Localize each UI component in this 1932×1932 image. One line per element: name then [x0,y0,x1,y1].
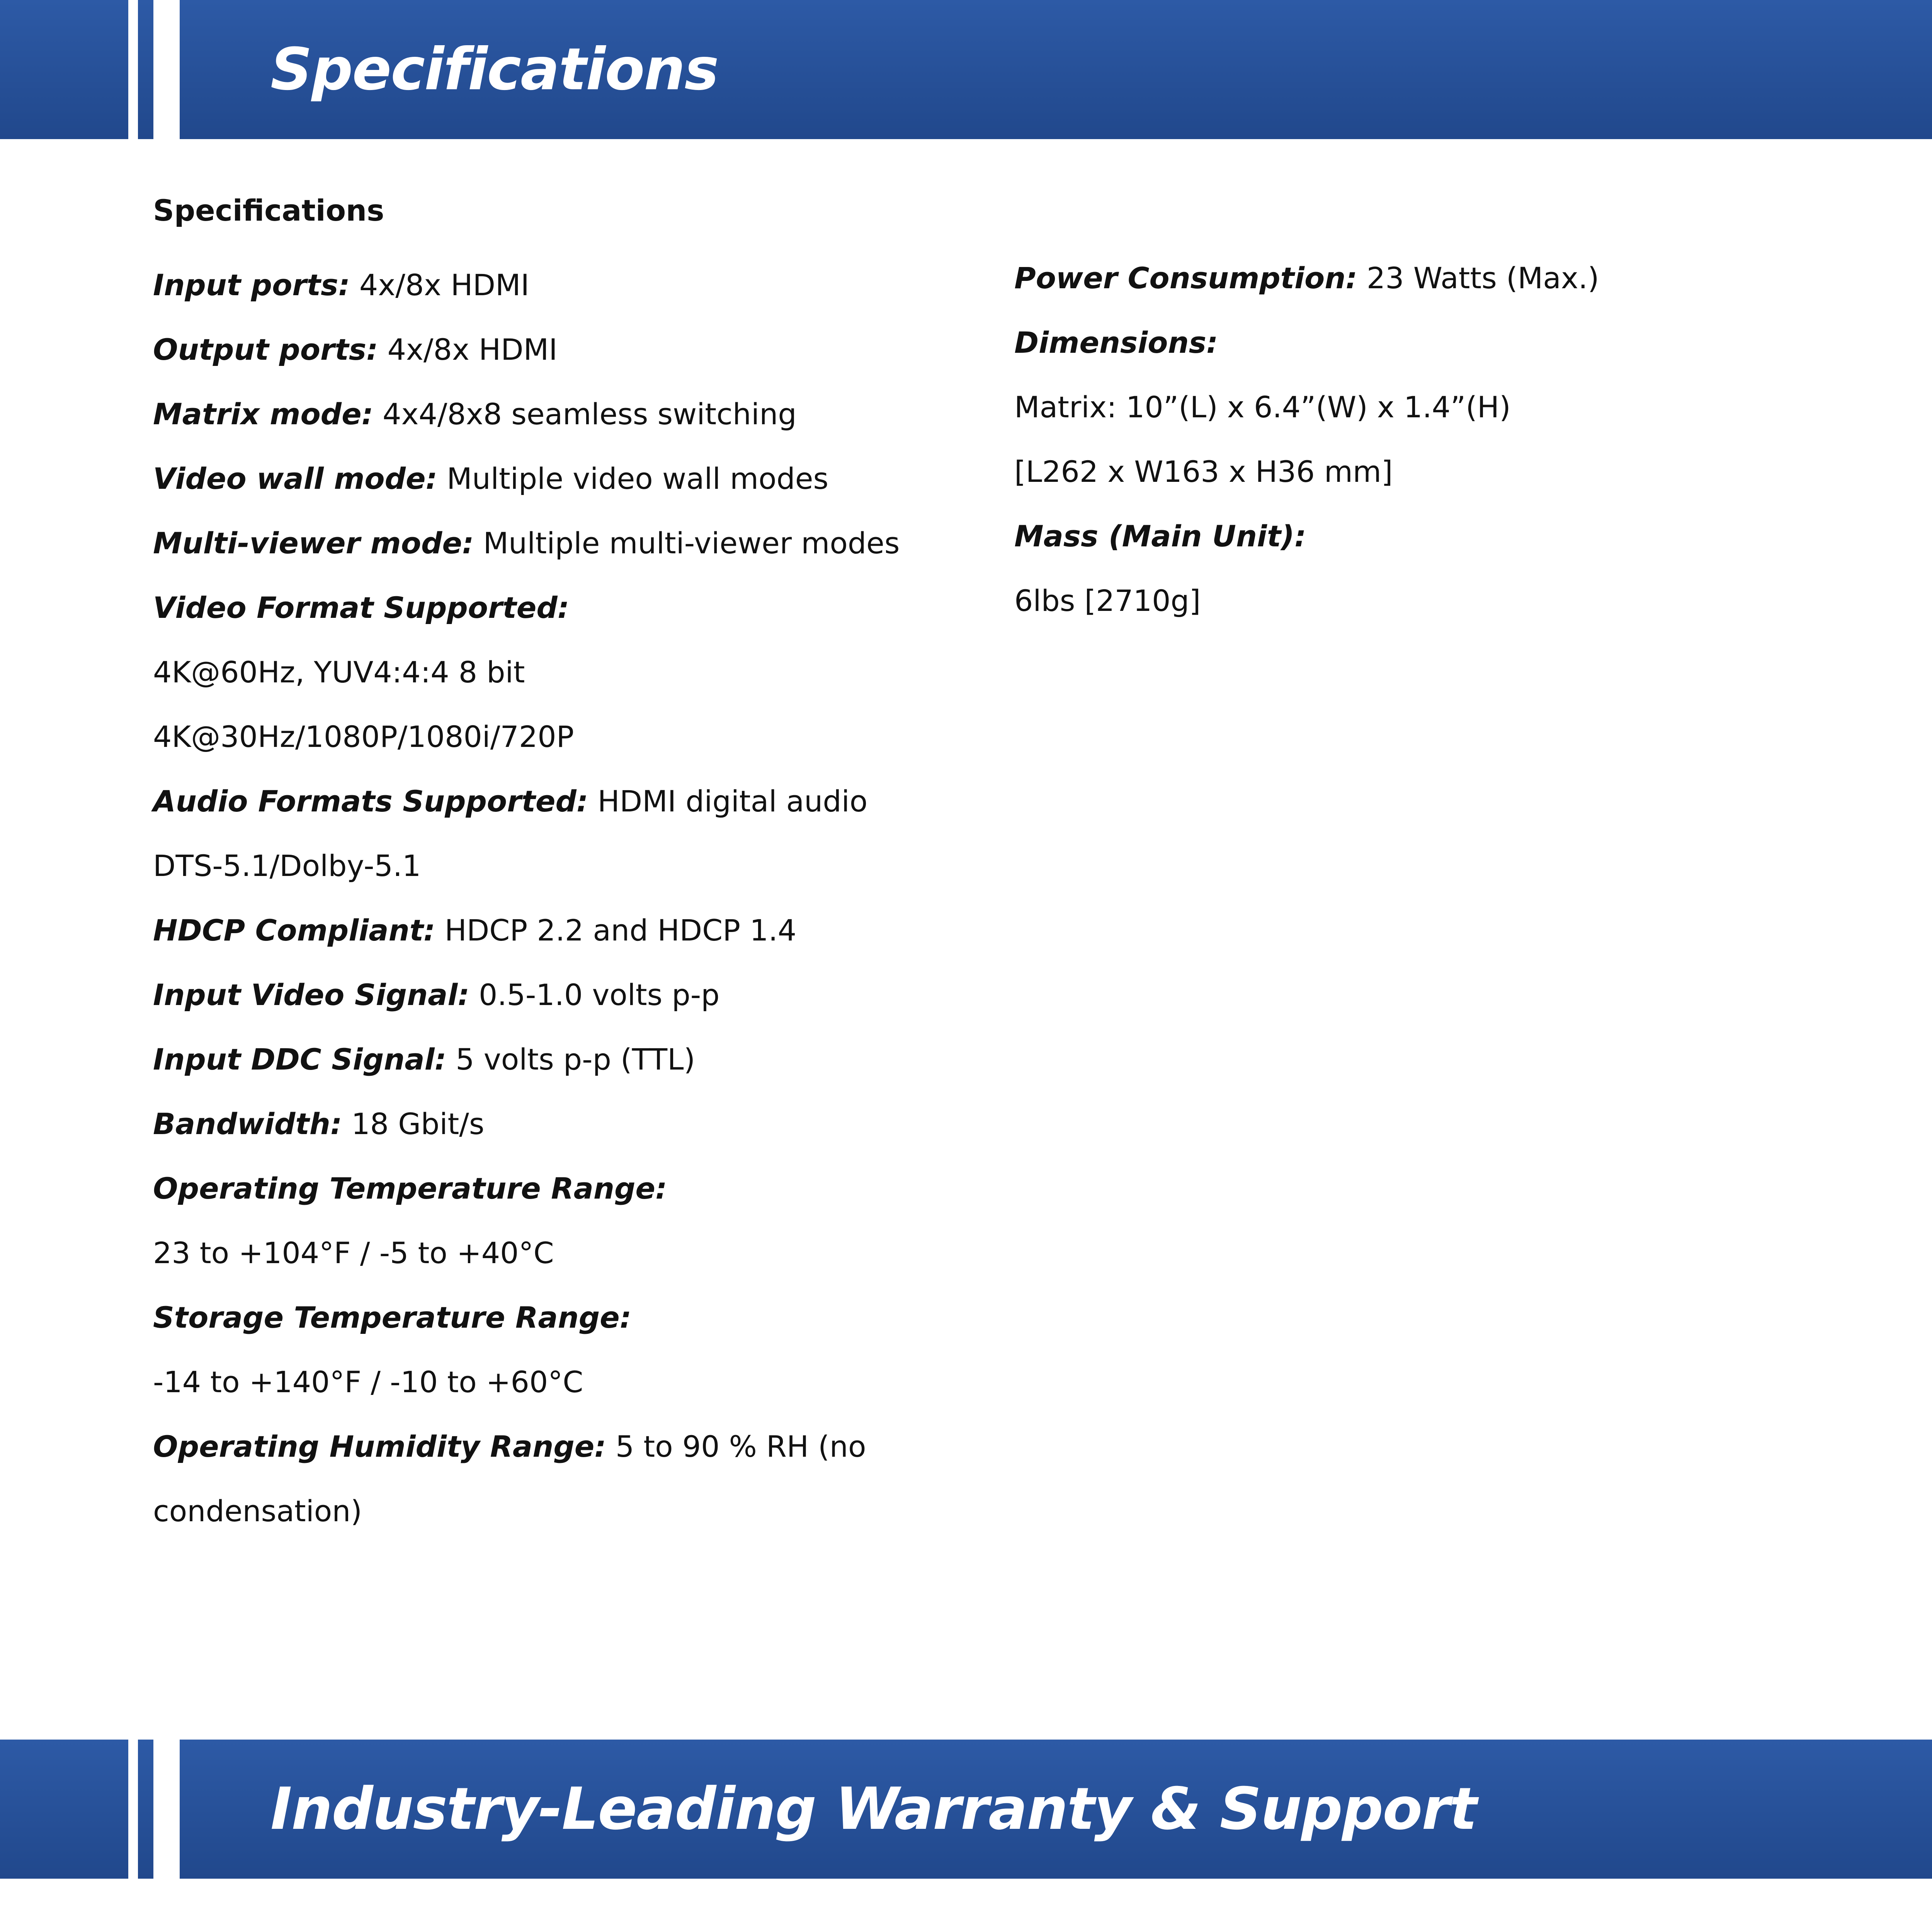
banner-stripe [0,0,128,139]
spec-line [153,587,569,629]
spec-label: Output ports: [153,332,378,367]
spec-label: Operating Temperature Range: [153,1171,667,1206]
spec-value: HDMI digital audio [588,784,868,818]
spec-line [1014,257,1599,299]
spec-label: Bandwidth: [153,1107,342,1141]
spec-line [153,328,558,371]
spec-value: Matrix: 10”(L) x 6.4”(W) x 1.4”(H) [1014,390,1511,424]
spec-label: HDCP Compliant: [153,913,435,947]
spec-label: Video Format Supported: [153,590,570,625]
spec-value: 0.5-1.0 volts p-p [469,978,720,1012]
banner-stripe [138,1740,153,1879]
spec-label: Dimensions: [1014,325,1218,360]
spec-value: 4x/8x HDMI [350,268,529,302]
spec-line [153,1490,362,1532]
spec-label: Input Video Signal: [153,978,469,1012]
spec-line [1014,451,1393,493]
section-title: Industry-Leading Warranty & Support [270,1776,1476,1843]
spec-line [153,1296,631,1339]
spec-line [153,1361,583,1403]
spec-line [153,909,796,952]
spec-heading: Specifications [153,193,384,228]
spec-line [153,845,421,887]
spec-label: Audio Formats Supported: [153,784,588,818]
spec-line [153,522,900,565]
spec-value: 6lbs [2710g] [1014,583,1201,618]
spec-label: Matrix mode: [153,397,373,431]
spec-value: -14 to +140°F / -10 to +60°C [153,1365,583,1399]
spec-label: Power Consumption: [1014,261,1357,295]
section-title: Specifications [270,36,718,103]
spec-label: Input DDC Signal: [153,1042,447,1077]
warranty-banner [0,1740,1932,1879]
spec-line [153,1167,667,1210]
spec-line [153,974,719,1016]
spec-label: Video wall mode: [153,461,437,496]
spec-value: 5 volts p-p (TTL) [446,1042,696,1077]
spec-value: 23 to +104°F / -5 to +40°C [153,1236,554,1270]
spec-value: 23 Watts (Max.) [1357,261,1599,295]
spec-value: 4K@30Hz/1080P/1080i/720P [153,719,574,754]
spec-line [153,457,828,500]
spec-line [153,716,574,758]
spec-value: 4K@60Hz, YUV4:4:4 8 bit [153,655,525,689]
spec-value: 4x/8x HDMI [378,332,558,367]
spec-value: [L262 x W163 x H36 mm] [1014,454,1393,489]
spec-line [153,1425,866,1468]
spec-line [1014,580,1201,622]
spec-label: Multi-viewer mode: [153,526,474,560]
spec-line [153,393,797,435]
spec-line [1014,321,1218,364]
spec-line [153,1038,695,1081]
spec-value: condensation) [153,1494,362,1528]
spec-value: 4x4/8x8 seamless switching [373,397,797,431]
spec-value: DTS-5.1/Dolby-5.1 [153,849,421,883]
spec-line [153,264,529,306]
spec-label: Mass (Main Unit): [1014,519,1306,553]
spec-line [153,1232,554,1274]
spec-line [1014,386,1511,429]
spec-line [153,780,867,823]
banner-stripe [0,1740,128,1879]
spec-value: 5 to 90 % RH (no [606,1429,866,1464]
spec-label: Input ports: [153,268,350,302]
specifications-banner [0,0,1932,139]
spec-value: Multiple multi-viewer modes [474,526,900,560]
spec-value: 18 Gbit/s [342,1107,485,1141]
spec-label: Operating Humidity Range: [153,1429,606,1464]
spec-line [153,1103,485,1145]
spec-line [1014,515,1306,558]
spec-label: Storage Temperature Range: [153,1300,632,1335]
spec-line [153,651,525,694]
banner-stripe [138,0,153,139]
spec-value: HDCP 2.2 and HDCP 1.4 [435,913,797,947]
spec-value: Multiple video wall modes [437,461,829,496]
